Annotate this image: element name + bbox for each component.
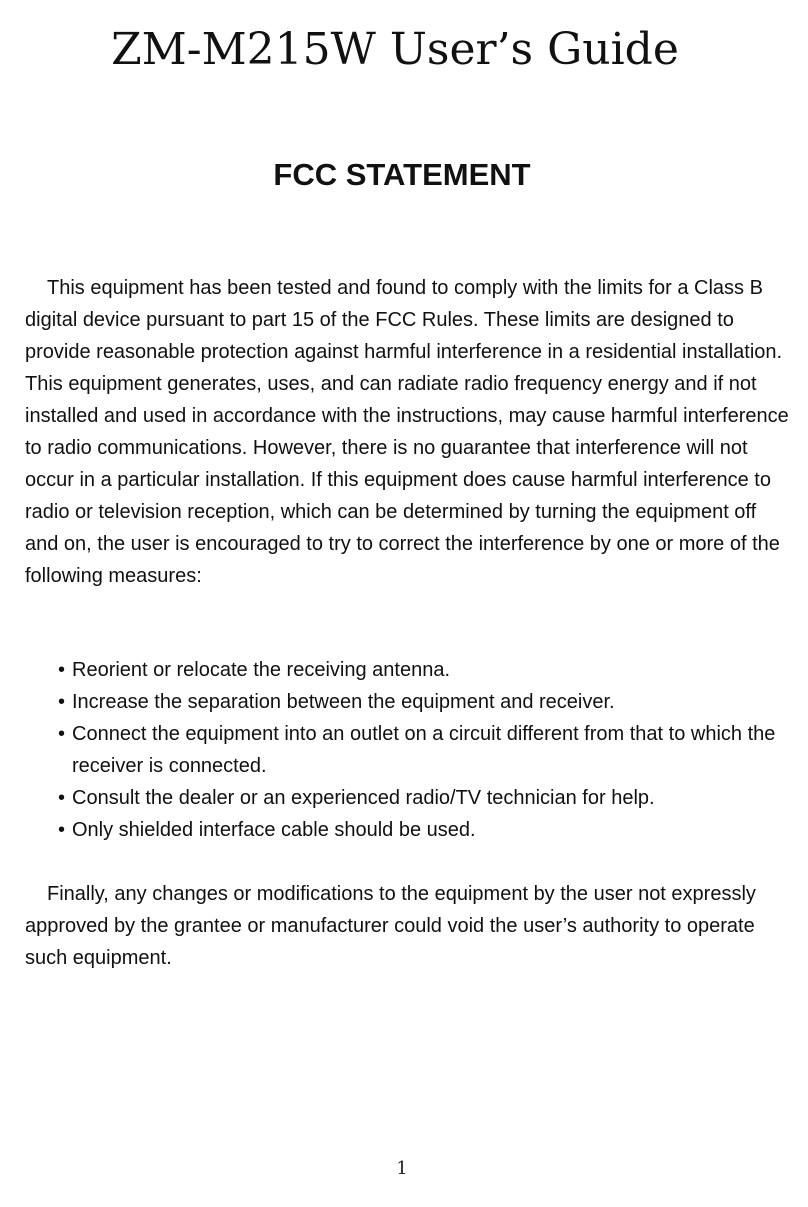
document-title: ZM-M215W User’s Guide [111,24,679,75]
page-number: 1 [396,1158,408,1179]
list-item [58,782,778,814]
measure-text: Increase the separation between the equipment and receiver. [72,691,615,713]
bullet-icon: • [58,819,66,841]
list-item [58,654,778,686]
bullet-icon: • [58,659,66,681]
list-item [58,686,778,718]
measure-text: Reorient or relocate the receiving antenna. [72,659,451,681]
measure-text: Consult the dealer or an experienced radio/TV technician for help. [72,787,655,809]
bullet-icon: • [58,723,66,745]
bullet-icon: • [58,787,66,809]
measure-text: Only shielded interface cable should be used. [72,819,476,841]
section-heading: FCC STATEMENT [273,157,531,192]
list-item [58,814,778,846]
measure-text: Connect the equipment into an outlet on a circuit different from that to which the receiver is connected. [72,723,776,777]
list-item [58,718,778,782]
intro-paragraph: This equipment has been tested and found to comply with the limits for a Class B digital device pursuant to part 15 of the FCC Rules. These limits are designed to provide reasonable protection against harmful interference in a residential installation. This equipment generates, uses, and can radiate radio frequency energy and if not installed and used in accordance with the instructions, may cause harmful interference to radio communications. However, there is no guarantee that interference will not occur in a particular installation. If this equipment does cause harmful interference to radio or television reception, which can be determined by turning the equipment off and on, the user is encouraged to try to correct the interference by one or more of the following measures: [25,277,789,587]
measures-list [58,654,778,846]
bullet-icon: • [58,691,66,713]
closing-paragraph: Finally, any changes or modifications to the equipment by the user not expressly approved by the grantee or manufacturer could void the user’s authority to operate such equipment. [25,883,756,969]
